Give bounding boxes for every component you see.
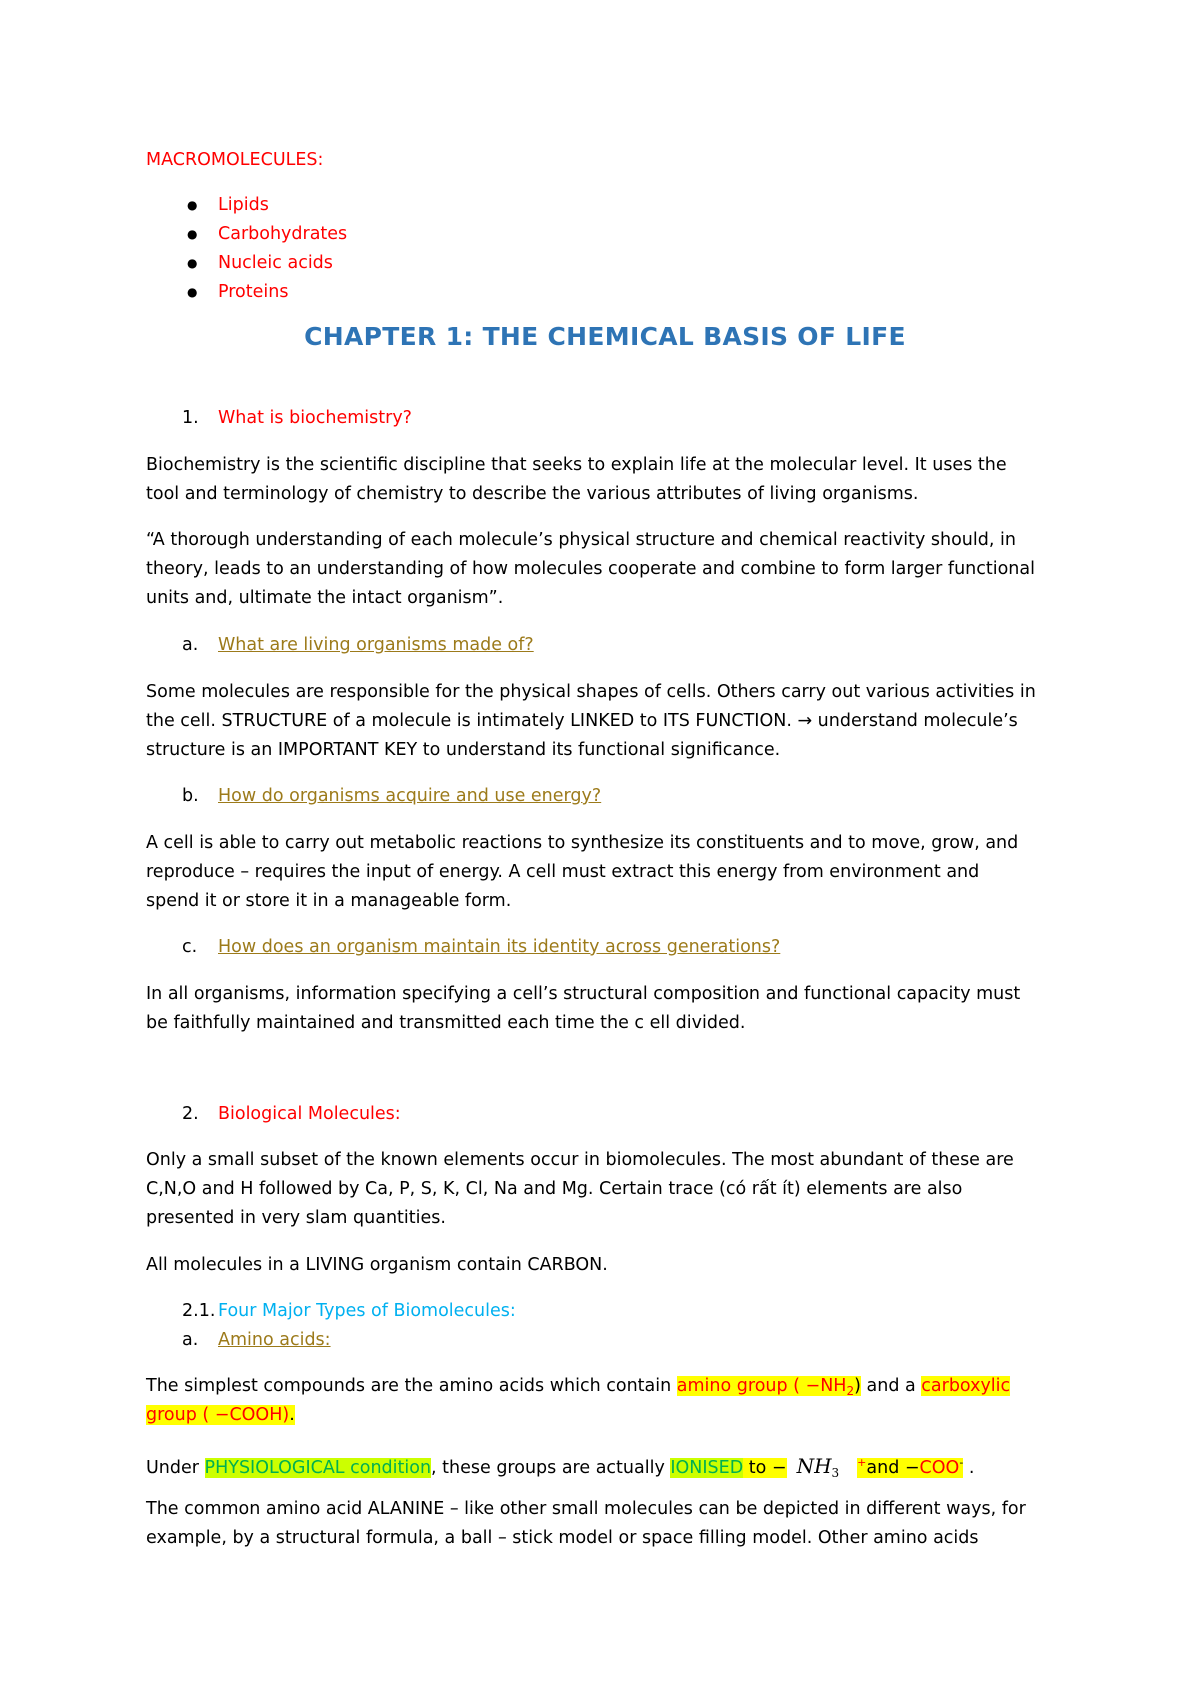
list-item-lipids: Lipids [218, 195, 269, 215]
subsection-1b-title: How do organisms acquire and use energy? [218, 786, 602, 806]
coo-text: COO [919, 1458, 960, 1478]
paragraph-line: C,N,O and H followed by Ca, P, S, K, Cl, Na and Mg. Certain trace (có rất ít) elements are also [146, 1179, 963, 1199]
section-1-number: 1. [182, 408, 199, 428]
list-item-proteins: Proteins [218, 282, 289, 302]
subsection-2-1-heading [146, 1297, 1066, 1326]
bullet-dot: ● [187, 227, 198, 241]
nh3-formula [797, 1454, 840, 1478]
section-2-heading [146, 1100, 1066, 1129]
plus-charge: + [857, 1456, 867, 1469]
amino-group-highlight [677, 1376, 854, 1396]
paragraph-line: example, by a structural formula, a ball – stick model or space filling model. Other amino acids [146, 1528, 979, 1548]
ionised-text: , these groups are actually [431, 1458, 671, 1478]
bullet-dot: ● [187, 256, 198, 270]
ionised-paragraph [146, 1448, 1066, 1488]
bullet-dot: ● [187, 285, 198, 299]
amino-paragraph-line-2 [146, 1401, 1066, 1430]
chapter-title: CHAPTER 1: THE CHEMICAL BASIS OF LIFE [304, 322, 906, 351]
list-item-nucleic-acids: Nucleic acids [218, 253, 333, 273]
paragraph-line: In all organisms, information specifying a cell’s structural composition and functional capacity must [146, 984, 1021, 1004]
paragraph-line: spend it or store it in a manageable form. [146, 891, 512, 911]
ionised-highlight: IONISED [670, 1458, 744, 1478]
subsection-1c-label: c. [182, 937, 198, 957]
quote-line: theory, leads to an understanding of how molecules cooperate and combine to form larger functional [146, 559, 1035, 579]
section-1-title: What is biochemistry? [218, 408, 412, 428]
bullet-dot: ● [187, 198, 198, 212]
paragraph-line: A cell is able to carry out metabolic reactions to synthesize its constituents and to move, grow, and [146, 833, 1019, 853]
quote-line: units and, ultimate the intact organism”. [146, 588, 504, 608]
subsection-2a-label: a. [182, 1330, 199, 1350]
minus-charge: - [959, 1456, 964, 1469]
subsection-1a-heading [146, 631, 1066, 660]
subsection-2a-title: Amino acids: [218, 1330, 331, 1350]
section-2-number: 2. [182, 1104, 199, 1124]
ionised-text: Under [146, 1458, 205, 1478]
amino-text: and a [860, 1376, 922, 1396]
and-text: and − [866, 1458, 920, 1478]
subsection-1c-title: How does an organism maintain its identity across generations? [218, 937, 781, 957]
list-item-carbohydrates: Carbohydrates [218, 224, 348, 244]
ionised-to: to − [743, 1458, 787, 1478]
amino-subscript: 2 [846, 1384, 855, 1398]
macromolecules-heading: MACROMOLECULES: [146, 150, 324, 170]
subsection-1a-title: What are living organisms made of? [218, 635, 534, 655]
subsection-2-1-title: Four Major Types of Biomolecules: [218, 1301, 516, 1321]
carboxylic-highlight: carboxylic [921, 1376, 1011, 1396]
paragraph-line: tool and terminology of chemistry to describe the various attributes of living organisms. [146, 484, 919, 504]
ionised-period: . [963, 1458, 975, 1478]
subsection-2-1-number: 2.1. [182, 1301, 216, 1321]
paragraph-line: presented in very slam quantities. [146, 1208, 446, 1228]
paragraph-line: the cell. STRUCTURE of a molecule is intimately LINKED to ITS FUNCTION. → understand molecule’s [146, 711, 1018, 731]
amino-close-paren: ) [854, 1376, 861, 1396]
amino-group-text: amino group ( −NH [676, 1376, 847, 1396]
paragraph-line: All molecules in a LIVING organism contain CARBON. [146, 1255, 608, 1275]
subsection-1c-heading [146, 933, 1066, 962]
subsection-1b-heading [146, 782, 1066, 811]
section-1-heading [146, 404, 1066, 433]
subsection-2a-heading [146, 1326, 1066, 1355]
amino-period: . [289, 1405, 295, 1425]
quote-line: “A thorough understanding of each molecule’s physical structure and chemical reactivity should, in [146, 530, 1016, 550]
section-2-title: Biological Molecules: [218, 1104, 401, 1124]
paragraph-line: Biochemistry is the scientific discipline that seeks to explain life at the molecular level. It uses the [146, 455, 1007, 475]
subsection-1a-label: a. [182, 635, 199, 655]
paragraph-line: structure is an IMPORTANT KEY to understand its functional significance. [146, 740, 781, 760]
paragraph-line: reproduce – requires the input of energy. A cell must extract this energy from environment and [146, 862, 980, 882]
carboxylic-group-highlight: group ( −COOH) [146, 1405, 290, 1425]
nh-text: NH [796, 1454, 832, 1478]
physiological-highlight: PHYSIOLOGICAL condition [204, 1458, 432, 1478]
paragraph-line: be faithfully maintained and transmitted each time the c ell divided. [146, 1013, 746, 1033]
subsection-1b-label: b. [182, 786, 199, 806]
paragraph-line: Only a small subset of the known elements occur in biomolecules. The most abundant of these are [146, 1150, 1014, 1170]
charged-groups-highlight [857, 1458, 963, 1478]
nh-subscript: 3 [831, 1466, 840, 1480]
paragraph-line: The common amino acid ALANINE – like other small molecules can be depicted in different ways, for [146, 1499, 1026, 1519]
paragraph-line: Some molecules are responsible for the physical shapes of cells. Others carry out various activities in [146, 682, 1036, 702]
amino-text: The simplest compounds are the amino acids which contain [146, 1376, 677, 1396]
